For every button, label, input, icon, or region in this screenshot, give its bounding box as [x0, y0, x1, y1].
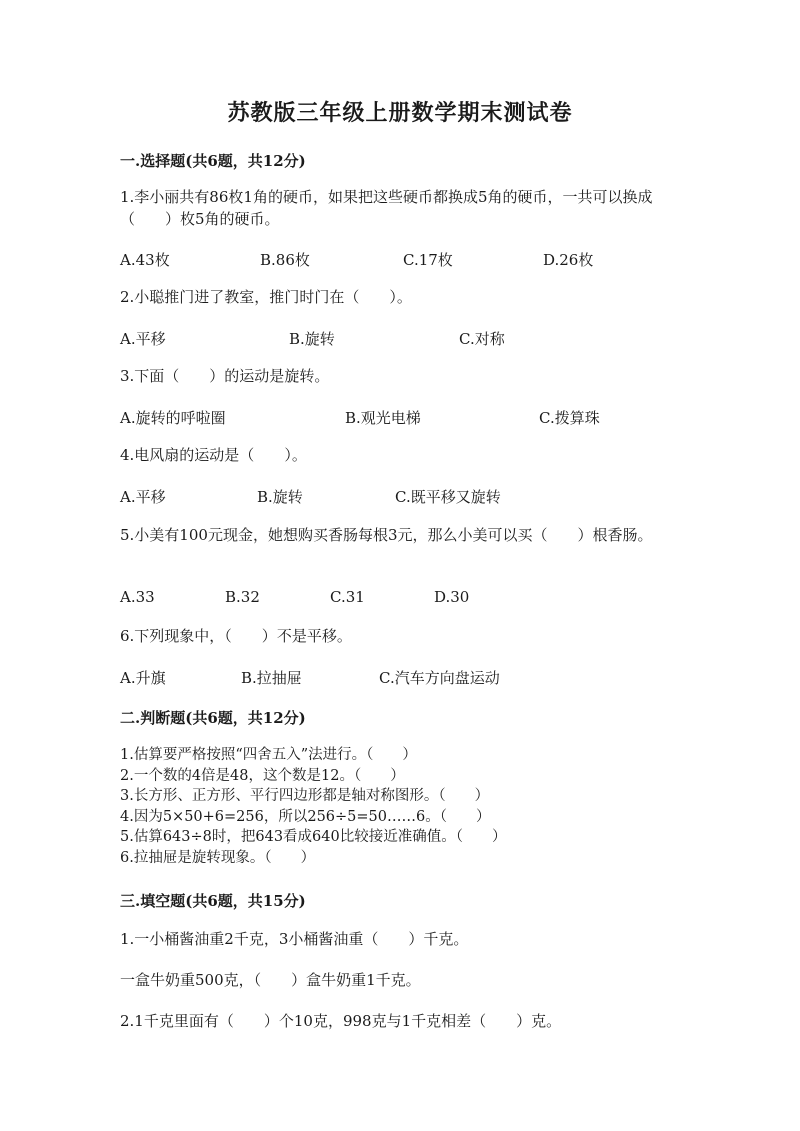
option: C.31 [330, 588, 365, 606]
fill-item: 1.一小桶酱油重2千克，3小桶酱油重（ ）千克。 [120, 930, 469, 948]
judge-item: 4.因为5×50+6=256，所以256÷5=50……6。（ ） [120, 808, 491, 825]
question-text: 2.小聪推门进了教室，推门时门在（ ）。 [120, 288, 412, 306]
judge-item: 1.估算要严格按照“四舍五入”法进行。（ ） [120, 747, 417, 763]
option: B.拉抽屉 [241, 669, 302, 687]
fill-item: 一盒牛奶重500克，（ ）盒牛奶重1千克。 [120, 971, 421, 989]
section-heading-judge: 二.判断题(共6题，共12分) [120, 709, 306, 727]
option: A.43枚 [120, 251, 170, 269]
judge-item: 2.一个数的4倍是48，这个数是12。（ ） [120, 767, 405, 784]
question-text: 1.李小丽共有86枚1角的硬币，如果把这些硬币都换成5角的硬币，一共可以换成（ ）枚5角的硬币。 [120, 188, 653, 228]
question-text: 5.小美有100元现金，她想购买香肠每根3元，那么小美可以买（ ）根香肠。 [120, 526, 653, 544]
option: C.对称 [459, 330, 505, 348]
option: B.旋转 [257, 488, 303, 506]
option: C.既平移又旋转 [395, 488, 501, 506]
option: B.86枚 [260, 251, 310, 269]
question-text: 3.下面（ ）的运动是旋转。 [120, 367, 330, 385]
section-heading-choice: 一.选择题(共6题，共12分) [120, 152, 306, 170]
judge-item: 6.拉抽屉是旋转现象。（ ） [120, 849, 316, 866]
option: D.26枚 [543, 251, 594, 269]
judge-item: 5.估算643÷8时，把643看成640比较接近准确值。（ ） [120, 829, 507, 845]
option: A.平移 [120, 488, 166, 506]
option: B.观光电梯 [345, 409, 421, 427]
fill-item: 2.1千克里面有（ ）个10克，998克与1千克相差（ ）克。 [120, 1012, 562, 1030]
option: A.旋转的呼啦圈 [120, 409, 226, 427]
option: A.33 [120, 588, 155, 606]
option: C.拨算珠 [539, 409, 600, 427]
option: A.平移 [120, 330, 166, 348]
option: D.30 [434, 588, 470, 606]
option: C.17枚 [403, 251, 453, 269]
option: C.汽车方向盘运动 [379, 669, 500, 687]
judge-item: 3.长方形、正方形、平行四边形都是轴对称图形。（ ） [120, 788, 490, 804]
option: A.升旗 [120, 669, 166, 687]
page-title: 苏教版三年级上册数学期末测试卷 [227, 100, 573, 126]
section-heading-fill: 三.填空题(共6题，共15分) [120, 892, 306, 910]
question-text: 4.电风扇的运动是（ ）。 [120, 446, 307, 464]
option: B.旋转 [289, 330, 335, 348]
option: B.32 [225, 588, 260, 606]
question-text: 6.下列现象中，（ ）不是平移。 [120, 627, 352, 645]
judge-list [120, 745, 690, 868]
